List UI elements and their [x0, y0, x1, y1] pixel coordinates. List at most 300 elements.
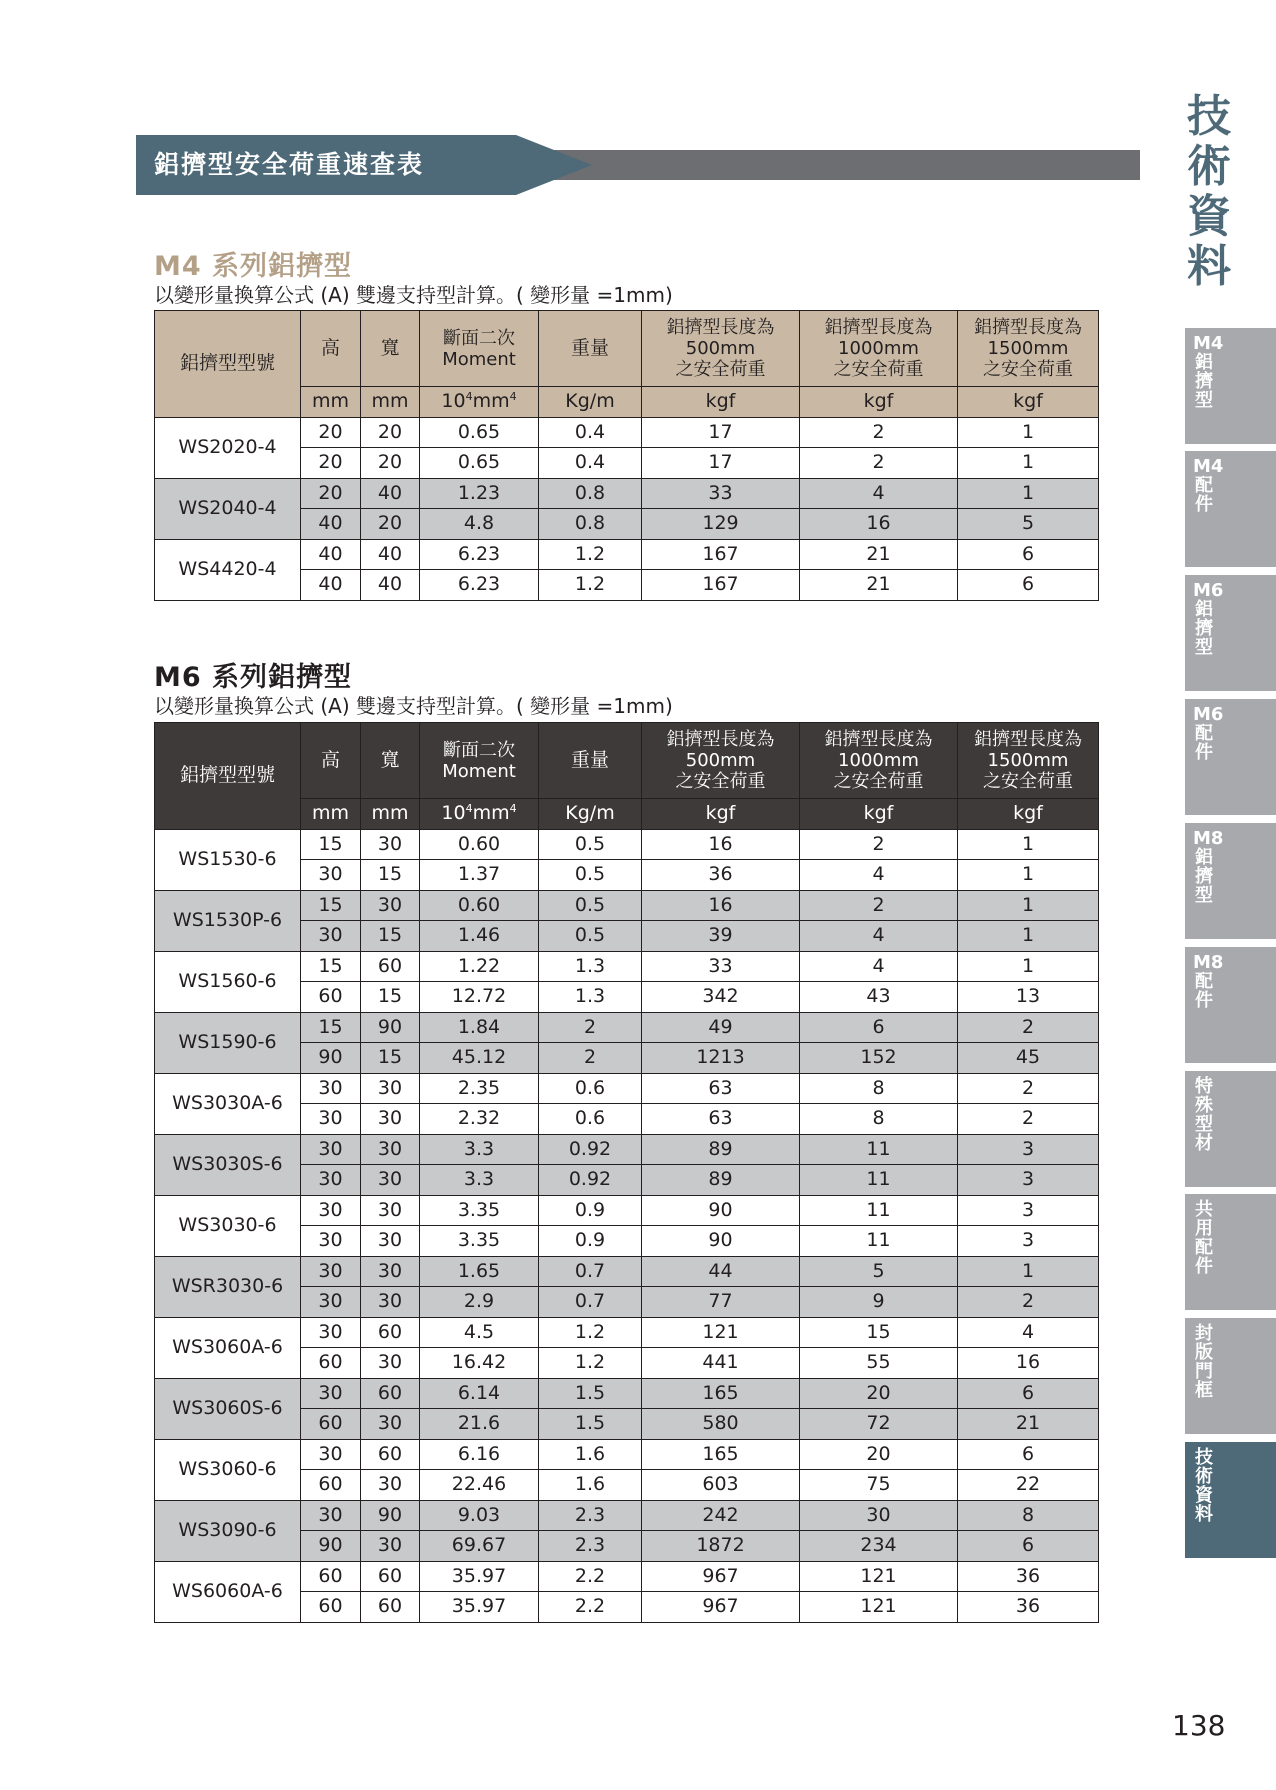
moment-cell: 16.42: [420, 1348, 539, 1379]
load-500-cell: 90: [642, 1195, 800, 1226]
weight-cell: 1.5: [539, 1409, 642, 1440]
load-1500-cell: 45: [958, 1043, 1099, 1074]
side-tab-label: 技術資料: [1195, 1447, 1213, 1525]
load-1000-cell: 75: [800, 1470, 958, 1501]
height-cell: 30: [301, 1378, 361, 1409]
height-cell: 60: [301, 1561, 361, 1592]
m4-section-subtitle: 以變形量換算公式 (A) 雙邊支持型計算。( 變形量 =1mm): [154, 283, 673, 307]
height-cell: 60: [301, 1409, 361, 1440]
height-cell: 90: [301, 1531, 361, 1562]
unit-load-1000: kgf: [800, 799, 958, 830]
height-cell: 40: [301, 539, 361, 570]
table-row: [155, 1073, 1099, 1104]
unit-weight: Kg/m: [539, 799, 642, 830]
moment-cell: 2.32: [420, 1104, 539, 1135]
load-1000-cell: 20: [800, 1439, 958, 1470]
moment-cell: 35.97: [420, 1592, 539, 1623]
table-row: [155, 951, 1099, 982]
moment-cell: 0.65: [420, 448, 539, 479]
side-tab-label: 封版 門框: [1195, 1323, 1231, 1401]
model-cell: WS3090-6: [155, 1500, 301, 1561]
width-cell: 30: [361, 1531, 420, 1562]
weight-cell: 1.2: [539, 539, 642, 570]
load-500-cell: 33: [642, 478, 800, 509]
weight-cell: 1.6: [539, 1439, 642, 1470]
table-row: [155, 1378, 1099, 1409]
width-cell: 30: [361, 890, 420, 921]
side-tab-6[interactable]: [1185, 947, 1276, 1063]
moment-cell: 1.84: [420, 1012, 539, 1043]
header-width: 寬: [361, 723, 420, 799]
weight-cell: 1.2: [539, 570, 642, 601]
moment-cell: 1.37: [420, 860, 539, 891]
load-500-cell: 580: [642, 1409, 800, 1440]
height-cell: 15: [301, 829, 361, 860]
side-tab-9[interactable]: [1185, 1318, 1276, 1434]
load-1000-cell: 21: [800, 570, 958, 601]
load-1500-cell: 22: [958, 1470, 1099, 1501]
width-cell: 30: [361, 1409, 420, 1440]
table-row: [155, 1012, 1099, 1043]
load-500-cell: 89: [642, 1165, 800, 1196]
load-1500-cell: 1: [958, 1256, 1099, 1287]
load-1500-cell: 13: [958, 982, 1099, 1013]
height-cell: 20: [301, 448, 361, 479]
m6-load-table: [154, 722, 1099, 1623]
width-cell: 60: [361, 1561, 420, 1592]
unit-load-1500: kgf: [958, 387, 1099, 418]
width-cell: 20: [361, 448, 420, 479]
width-cell: 40: [361, 570, 420, 601]
weight-cell: 1.5: [539, 1378, 642, 1409]
unit-width: mm: [361, 387, 420, 418]
width-cell: 15: [361, 921, 420, 952]
banner-bar: [516, 150, 1140, 180]
moment-cell: 3.35: [420, 1226, 539, 1257]
moment-cell: 2.35: [420, 1073, 539, 1104]
header-moment: 斷面二次 Moment: [420, 311, 539, 387]
side-tab-10[interactable]: [1185, 1442, 1276, 1558]
load-1500-cell: 8: [958, 1500, 1099, 1531]
height-cell: 30: [301, 1104, 361, 1135]
moment-cell: 0.60: [420, 829, 539, 860]
load-1000-cell: 11: [800, 1165, 958, 1196]
height-cell: 30: [301, 1500, 361, 1531]
side-tab-1[interactable]: [1185, 328, 1276, 444]
table-row: [155, 1195, 1099, 1226]
model-cell: WS1590-6: [155, 1012, 301, 1073]
load-1000-cell: 20: [800, 1378, 958, 1409]
load-500-cell: 1213: [642, 1043, 800, 1074]
header-load-500: 鋁擠型長度為 500mm 之安全荷重: [642, 723, 800, 799]
height-cell: 30: [301, 1256, 361, 1287]
side-main-title: 技術資料: [1187, 91, 1231, 292]
side-tab-label: M8鋁擠型: [1193, 828, 1224, 906]
table-row: [155, 1134, 1099, 1165]
load-1500-cell: 16: [958, 1348, 1099, 1379]
width-cell: 40: [361, 539, 420, 570]
load-1500-cell: 3: [958, 1165, 1099, 1196]
weight-cell: 0.5: [539, 890, 642, 921]
load-500-cell: 16: [642, 829, 800, 860]
side-tab-label: M8配件: [1193, 952, 1224, 1011]
load-500-cell: 167: [642, 570, 800, 601]
height-cell: 30: [301, 1287, 361, 1318]
unit-weight: Kg/m: [539, 387, 642, 418]
table-row: [155, 1317, 1099, 1348]
table-row: [155, 1256, 1099, 1287]
unit-load-1000: kgf: [800, 387, 958, 418]
unit-load-500: kgf: [642, 799, 800, 830]
load-1500-cell: 2: [958, 1104, 1099, 1135]
load-1500-cell: 5: [958, 509, 1099, 540]
m6-section-title: M6 系列鋁擠型: [154, 662, 353, 693]
height-cell: 30: [301, 1439, 361, 1470]
header-weight: 重量: [539, 311, 642, 387]
load-1500-cell: 4: [958, 1317, 1099, 1348]
moment-cell: 3.3: [420, 1134, 539, 1165]
height-cell: 60: [301, 1470, 361, 1501]
load-1000-cell: 2: [800, 890, 958, 921]
load-1000-cell: 2: [800, 417, 958, 448]
weight-cell: 0.9: [539, 1226, 642, 1257]
load-1000-cell: 43: [800, 982, 958, 1013]
height-cell: 40: [301, 509, 361, 540]
height-cell: 40: [301, 570, 361, 601]
m6-table-body: [155, 829, 1099, 1622]
unit-height: mm: [301, 387, 361, 418]
weight-cell: 0.8: [539, 478, 642, 509]
height-cell: 20: [301, 478, 361, 509]
load-1500-cell: 1: [958, 921, 1099, 952]
m4-load-table: [154, 310, 1099, 601]
side-tab-8[interactable]: [1185, 1194, 1276, 1310]
unit-load-1500: kgf: [958, 799, 1099, 830]
header-model: 鋁擠型型號: [155, 723, 301, 830]
moment-cell: 21.6: [420, 1409, 539, 1440]
model-cell: WS3030S-6: [155, 1134, 301, 1195]
moment-cell: 4.8: [420, 509, 539, 540]
load-500-cell: 129: [642, 509, 800, 540]
load-500-cell: 121: [642, 1317, 800, 1348]
side-tab-5[interactable]: [1185, 823, 1276, 939]
moment-cell: 9.03: [420, 1500, 539, 1531]
load-1000-cell: 4: [800, 921, 958, 952]
moment-cell: 12.72: [420, 982, 539, 1013]
banner-title: 鋁擠型安全荷重速查表: [154, 150, 425, 179]
height-cell: 90: [301, 1043, 361, 1074]
header-load-500: 鋁擠型長度為 500mm 之安全荷重: [642, 311, 800, 387]
model-cell: WS2020-4: [155, 417, 301, 478]
model-cell: WS4420-4: [155, 539, 301, 600]
load-1500-cell: 6: [958, 570, 1099, 601]
load-1500-cell: 3: [958, 1195, 1099, 1226]
load-1500-cell: 6: [958, 1439, 1099, 1470]
weight-cell: 1.3: [539, 951, 642, 982]
model-cell: WS2040-4: [155, 478, 301, 539]
weight-cell: 0.6: [539, 1104, 642, 1135]
width-cell: 40: [361, 478, 420, 509]
height-cell: 30: [301, 1226, 361, 1257]
load-1000-cell: 11: [800, 1134, 958, 1165]
header-weight: 重量: [539, 723, 642, 799]
moment-cell: 1.46: [420, 921, 539, 952]
width-cell: 60: [361, 951, 420, 982]
load-1000-cell: 21: [800, 539, 958, 570]
load-1000-cell: 2: [800, 829, 958, 860]
model-cell: WS3030A-6: [155, 1073, 301, 1134]
height-cell: 15: [301, 1012, 361, 1043]
weight-cell: 0.8: [539, 509, 642, 540]
load-500-cell: 165: [642, 1378, 800, 1409]
load-500-cell: 603: [642, 1470, 800, 1501]
side-tab-4[interactable]: [1185, 699, 1276, 815]
moment-cell: 2.9: [420, 1287, 539, 1318]
load-1000-cell: 72: [800, 1409, 958, 1440]
weight-cell: 1.2: [539, 1348, 642, 1379]
model-cell: WS3060S-6: [155, 1378, 301, 1439]
load-500-cell: 77: [642, 1287, 800, 1318]
width-cell: 60: [361, 1592, 420, 1623]
weight-cell: 0.92: [539, 1134, 642, 1165]
unit-height: mm: [301, 799, 361, 830]
load-1000-cell: 9: [800, 1287, 958, 1318]
side-tab-7[interactable]: [1185, 1071, 1276, 1187]
load-500-cell: 89: [642, 1134, 800, 1165]
load-1000-cell: 121: [800, 1592, 958, 1623]
header-load-1500: 鋁擠型長度為 1500mm 之安全荷重: [958, 723, 1099, 799]
model-cell: WS3030-6: [155, 1195, 301, 1256]
moment-cell: 6.23: [420, 570, 539, 601]
load-1000-cell: 4: [800, 478, 958, 509]
width-cell: 30: [361, 1165, 420, 1196]
height-cell: 15: [301, 951, 361, 982]
moment-cell: 22.46: [420, 1470, 539, 1501]
model-cell: WS3060-6: [155, 1439, 301, 1500]
weight-cell: 0.5: [539, 860, 642, 891]
width-cell: 30: [361, 829, 420, 860]
table-row: [155, 829, 1099, 860]
height-cell: 15: [301, 890, 361, 921]
load-1500-cell: 1: [958, 829, 1099, 860]
load-1000-cell: 15: [800, 1317, 958, 1348]
height-cell: 30: [301, 1134, 361, 1165]
load-1000-cell: 11: [800, 1195, 958, 1226]
height-cell: 30: [301, 860, 361, 891]
moment-cell: 1.65: [420, 1256, 539, 1287]
header-moment: 斷面二次 Moment: [420, 723, 539, 799]
load-500-cell: 39: [642, 921, 800, 952]
load-500-cell: 49: [642, 1012, 800, 1043]
load-500-cell: 63: [642, 1104, 800, 1135]
width-cell: 30: [361, 1073, 420, 1104]
width-cell: 15: [361, 860, 420, 891]
weight-cell: 0.9: [539, 1195, 642, 1226]
moment-cell: 1.23: [420, 478, 539, 509]
weight-cell: 0.4: [539, 417, 642, 448]
width-cell: 60: [361, 1439, 420, 1470]
unit-moment: $10^4mm^4$: [420, 387, 539, 418]
moment-cell: 45.12: [420, 1043, 539, 1074]
section-banner: [136, 135, 1140, 195]
load-1500-cell: 2: [958, 1012, 1099, 1043]
load-1500-cell: 21: [958, 1409, 1099, 1440]
table-row: [155, 417, 1099, 448]
load-1500-cell: 3: [958, 1134, 1099, 1165]
load-500-cell: 165: [642, 1439, 800, 1470]
load-1500-cell: 1: [958, 890, 1099, 921]
height-cell: 30: [301, 1165, 361, 1196]
table-row: [155, 1561, 1099, 1592]
load-500-cell: 17: [642, 448, 800, 479]
load-1500-cell: 36: [958, 1561, 1099, 1592]
load-1500-cell: 36: [958, 1592, 1099, 1623]
load-1500-cell: 3: [958, 1226, 1099, 1257]
weight-cell: 0.92: [539, 1165, 642, 1196]
side-tab-label: M4配件: [1193, 456, 1224, 515]
weight-cell: 0.4: [539, 448, 642, 479]
load-1500-cell: 6: [958, 1531, 1099, 1562]
height-cell: 60: [301, 982, 361, 1013]
unit-width: mm: [361, 799, 420, 830]
load-1000-cell: 11: [800, 1226, 958, 1257]
width-cell: 15: [361, 982, 420, 1013]
weight-cell: 2.2: [539, 1561, 642, 1592]
height-cell: 60: [301, 1348, 361, 1379]
moment-cell: 0.60: [420, 890, 539, 921]
load-500-cell: 90: [642, 1226, 800, 1257]
moment-cell: 6.23: [420, 539, 539, 570]
load-1500-cell: 1: [958, 417, 1099, 448]
width-cell: 90: [361, 1012, 420, 1043]
width-cell: 30: [361, 1104, 420, 1135]
side-tab-3[interactable]: [1185, 575, 1276, 691]
table-row: [155, 890, 1099, 921]
width-cell: 30: [361, 1195, 420, 1226]
width-cell: 30: [361, 1256, 420, 1287]
moment-cell: 69.67: [420, 1531, 539, 1562]
load-1500-cell: 2: [958, 1073, 1099, 1104]
model-cell: WSR3030-6: [155, 1256, 301, 1317]
load-1000-cell: 30: [800, 1500, 958, 1531]
page-number: 138: [1172, 1709, 1226, 1742]
width-cell: 30: [361, 1226, 420, 1257]
load-1000-cell: 4: [800, 951, 958, 982]
unit-moment: $10^4mm^4$: [420, 799, 539, 830]
load-1500-cell: 1: [958, 448, 1099, 479]
header-load-1000: 鋁擠型長度為 1000mm 之安全荷重: [800, 723, 958, 799]
weight-cell: 0.7: [539, 1256, 642, 1287]
weight-cell: 0.7: [539, 1287, 642, 1318]
m6-section-subtitle: 以變形量換算公式 (A) 雙邊支持型計算。( 變形量 =1mm): [154, 694, 673, 718]
width-cell: 15: [361, 1043, 420, 1074]
load-1500-cell: 2: [958, 1287, 1099, 1318]
width-cell: 60: [361, 1378, 420, 1409]
header-height: 高: [301, 311, 361, 387]
table-row: [155, 1500, 1099, 1531]
moment-cell: 6.16: [420, 1439, 539, 1470]
load-1000-cell: 6: [800, 1012, 958, 1043]
load-500-cell: 441: [642, 1348, 800, 1379]
load-1000-cell: 4: [800, 860, 958, 891]
height-cell: 30: [301, 1073, 361, 1104]
load-1000-cell: 5: [800, 1256, 958, 1287]
side-tab-label: M6鋁擠型: [1193, 580, 1224, 658]
load-1500-cell: 6: [958, 1378, 1099, 1409]
side-tab-label: 共用配件: [1195, 1199, 1213, 1277]
width-cell: 30: [361, 1470, 420, 1501]
load-500-cell: 36: [642, 860, 800, 891]
table-row: [155, 539, 1099, 570]
load-500-cell: 16: [642, 890, 800, 921]
header-model: 鋁擠型型號: [155, 311, 301, 418]
load-500-cell: 967: [642, 1592, 800, 1623]
moment-cell: 6.14: [420, 1378, 539, 1409]
table-row: [155, 478, 1099, 509]
width-cell: 30: [361, 1348, 420, 1379]
moment-cell: 4.5: [420, 1317, 539, 1348]
side-tab-label: M6配件: [1193, 704, 1224, 763]
load-1000-cell: 16: [800, 509, 958, 540]
weight-cell: 2.3: [539, 1531, 642, 1562]
weight-cell: 0.5: [539, 829, 642, 860]
width-cell: 30: [361, 1134, 420, 1165]
load-1000-cell: 55: [800, 1348, 958, 1379]
load-500-cell: 967: [642, 1561, 800, 1592]
load-1500-cell: 1: [958, 951, 1099, 982]
height-cell: 30: [301, 1195, 361, 1226]
load-500-cell: 17: [642, 417, 800, 448]
model-cell: WS1560-6: [155, 951, 301, 1012]
height-cell: 20: [301, 417, 361, 448]
load-500-cell: 33: [642, 951, 800, 982]
weight-cell: 2: [539, 1012, 642, 1043]
weight-cell: 2: [539, 1043, 642, 1074]
model-cell: WS3060A-6: [155, 1317, 301, 1378]
load-500-cell: 342: [642, 982, 800, 1013]
m4-table-body: [155, 417, 1099, 600]
height-cell: 60: [301, 1592, 361, 1623]
load-1000-cell: 8: [800, 1104, 958, 1135]
load-1500-cell: 1: [958, 860, 1099, 891]
height-cell: 30: [301, 1317, 361, 1348]
side-tab-label: M4鋁擠型: [1193, 333, 1224, 411]
header-width: 寬: [361, 311, 420, 387]
side-tab-2[interactable]: [1185, 451, 1276, 567]
moment-cell: 0.65: [420, 417, 539, 448]
width-cell: 90: [361, 1500, 420, 1531]
weight-cell: 1.6: [539, 1470, 642, 1501]
side-tab-label: 特殊型材: [1195, 1076, 1213, 1154]
moment-cell: 3.3: [420, 1165, 539, 1196]
weight-cell: 2.2: [539, 1592, 642, 1623]
m4-section-title: M4 系列鋁擠型: [154, 251, 353, 282]
load-500-cell: 167: [642, 539, 800, 570]
height-cell: 30: [301, 921, 361, 952]
load-1000-cell: 2: [800, 448, 958, 479]
moment-cell: 3.35: [420, 1195, 539, 1226]
moment-cell: 1.22: [420, 951, 539, 982]
weight-cell: 1.3: [539, 982, 642, 1013]
load-500-cell: 63: [642, 1073, 800, 1104]
header-height: 高: [301, 723, 361, 799]
load-500-cell: 1872: [642, 1531, 800, 1562]
table-row: [155, 1439, 1099, 1470]
load-1000-cell: 152: [800, 1043, 958, 1074]
load-1000-cell: 121: [800, 1561, 958, 1592]
weight-cell: 1.2: [539, 1317, 642, 1348]
load-1500-cell: 1: [958, 478, 1099, 509]
